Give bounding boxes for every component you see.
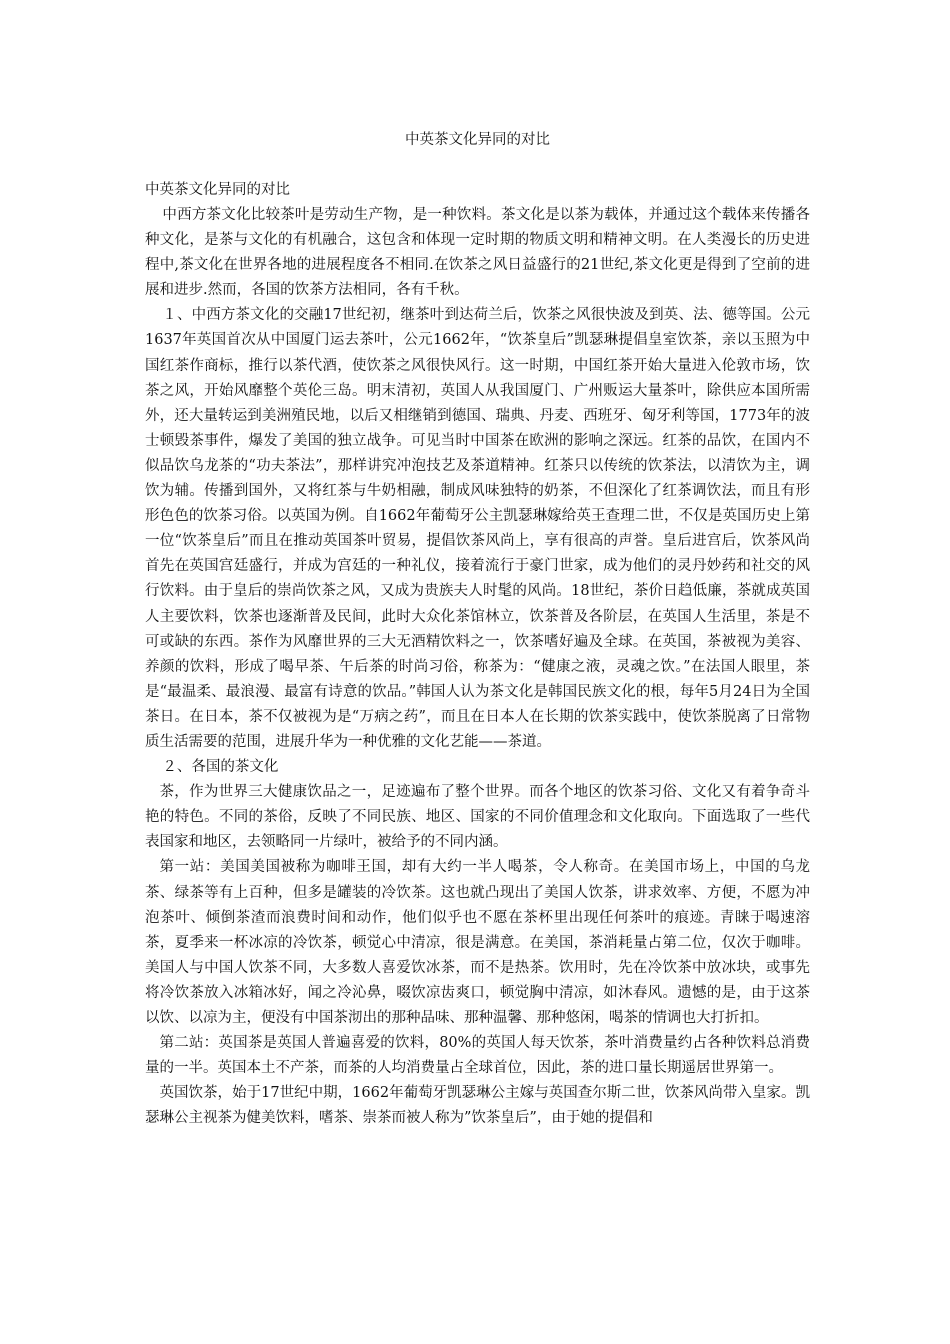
paragraph-section-2-intro: 茶，作为世界三大健康饮品之一，足迹遍布了整个世界。而各个地区的饮茶习俗、文化又有着争奇斗艳的特色。不同的茶俗，反映了不同民族、地区、国家的不同价值理念和文化取向。下面选取了一些代表国家和地区，去领略同一片绿叶，被给予的不同内涵。 (145, 784, 810, 851)
section-heading-2: ２、各国的茶文化 (162, 759, 279, 776)
paragraph-usa: 第一站：美国美国被称为咖啡王国，却有大约一半人喝茶，令人称奇。在美国市场上，中国的乌龙茶、绿茶等有上百种，但多是罐装的冷饮茶。这也就凸现出了美国人饮茶，讲求效率、方便，不愿为冲泡茶叶、倾倒茶渣而浪费时间和动作，他们似乎也不愿在茶杯里出现任何茶叶的痕迹。青睐于喝速溶茶，夏季来一杯冰凉的冷饮茶，顿觉心中清凉，很是满意。在美国，茶消耗量占第二位，仅次于咖啡。美国人与中国人饮茶不同，大多数人喜爱饮冰茶，而不是热茶。饮用时，先在冷饮茶中放冰块，或事先将冷饮茶放入冰箱冰好，闻之冷沁鼻，啜饮凉齿爽口，顿觉胸中清凉，如沐春风。遗憾的是，由于这茶以饮、以凉为主，便没有中国茶沏出的那种品味、那种温馨、那种悠闲，喝茶的情调也大打折扣。 (145, 859, 810, 1026)
document-page (145, 0, 810, 1131)
paragraph-section-1: １、中西方茶文化的交融17世纪初，继茶叶到达荷兰后，饮茶之风很快波及到英、法、德等国。公元1637年英国首次从中国厦门运去茶叶，公元1662年，“饮茶皇后”凯瑟琳提倡皇室饮茶，亲以玉照为中国红茶作商标，推行以茶代酒，使饮茶之风很快风行。这一时期，中国红茶开始大量进入伦敦市场，饮茶之风，开始风靡整个英伦三岛。明末清初，英国人从我国厦门、广州贩运大量茶叶，除供应本国所需外，还大量转运到美洲殖民地，以后又相继销到德国、瑞典、丹麦、西班牙、匈牙利等国，1773年的波士顿毁茶事件，爆发了美国的独立战争。可见当时中国茶在欧洲的影响之深远。红茶的品饮，在国内不似品饮乌龙茶的“功夫茶法”，那样讲究冲泡技艺及茶道精神。红茶只以传统的饮茶法，以清饮为主，调饮为辅。传播到国外，又将红茶与牛奶相融，制成风味独特的奶茶，不但深化了红茶调饮法，而且有形形色色的饮茶习俗。以英国为例。自1662年葡萄牙公主凯瑟琳嫁给英王查理二世，不仅是英国历史上第一位“饮茶皇后”而且在推动英国茶叶贸易，提倡饮茶风尚上，享有很高的声誉。皇后进宫后，饮茶风尚首先在英国宫廷盛行，并成为宫廷的一种礼仪，接着流行于豪门世家，成为他们的灵丹妙药和社交的风行饮料。由于皇后的崇尚饮茶之风，又成为贵族夫人时髦的风尚。18世纪，茶价日趋低廉，茶就成英国人主要饮料，饮茶也逐渐普及民间，此时大众化茶馆林立，饮茶普及各阶层，在英国人生活里，茶是不可或缺的东西。茶作为风靡世界的三大无酒精饮料之一，饮茶嗜好遍及全球。在英国，茶被视为美容、养颜的饮料，形成了喝早茶、午后茶的时尚习俗，称茶为：“健康之液，灵魂之饮。”在法国人眼里，茶是“最温柔、最浪漫、最富有诗意的饮品。”韩国人认为茶文化是韩国民族文化的根，每年5月24日为全国茶日。在日本，茶不仅被视为是“万病之药”，而且在日本人在长期的饮茶实践中，使饮茶脱离了日常物质生活需要的范围，进展升华为一种优雅的文化艺能——茶道。 (145, 307, 810, 750)
paragraph-intro: 中西方茶文化比较茶叶是劳动生产物，是一种饮料。茶文化是以茶为载体，并通过这个载体来传播各种文化，是茶与文化的有机融合，这包含和体现一定时期的物质文明和精神文明。在人类漫长的历史进程中,茶文化在世界各地的进展程度各不相同.在饮茶之风日益盛行的21世纪,茶文化更是得到了空前的进展和进步.然而，各国的饮茶方法相同，各有千秋。 (145, 207, 810, 299)
paragraph-uk: 第二站：英国茶是英国人普遍喜爱的饮料，80%的英国人每天饮茶，茶叶消费量约占各种饮料总消费量的一半。英国本土不产茶，而茶的人均消费量占全球首位，因此，茶的进口量长期遥居世界第一。 (145, 1035, 810, 1077)
paragraph-uk-history: 英国饮茶，始于17世纪中期，1662年葡萄牙凯瑟琳公主嫁与英国查尔斯二世，饮茶风尚带入皇家。凯瑟琳公主视茶为健美饮料，嗜茶、崇茶而被人称为”饮茶皇后”，由于她的提倡和 (145, 1085, 810, 1127)
document-title: 中英茶文化异同的对比 (405, 132, 550, 148)
document-subtitle: 中英茶文化异同的对比 (145, 182, 290, 198)
